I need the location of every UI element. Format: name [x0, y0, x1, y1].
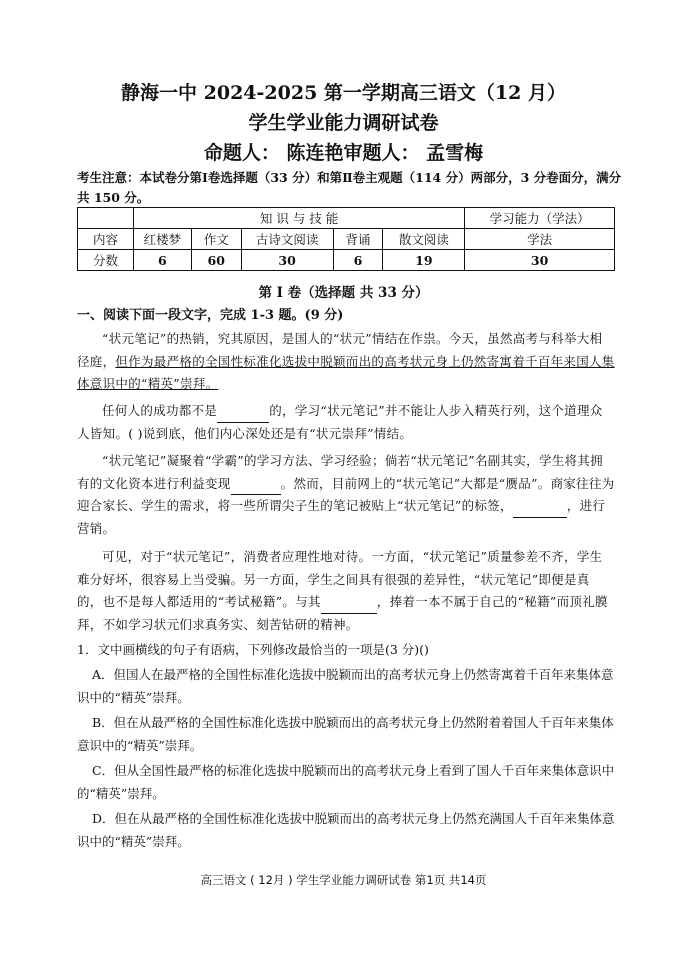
header-ability: 学习能力（学法） [465, 208, 615, 229]
underlined-sentence: 但作为最严格的全国性标准化选拔中脱颖而出的高考状元身上仍然寄寓着千百年来国人集体意识中的“精英”崇拜。 [77, 353, 615, 391]
option-a[interactable]: A．但国人在最严格的全国性标准化选拔中脱颖而出的高考状元身上仍然寄寓着千百年来集体意识中的“精英”崇拜。 [77, 667, 614, 705]
col-xuefa: 学法 [465, 229, 615, 250]
fill-blank [231, 482, 281, 496]
passage-text: “状元笔记”凝聚着“学霸”的学习方法、学习经验；倘若“状元笔记”名副其实，学生将其拥有的文化资本进行利益变现 [77, 453, 603, 491]
option-b[interactable]: B．但在从最严格的全国性标准化选拔中脱颖而出的高考状元身上仍然附着着国人千百年来集体意识中的“精英”崇拜。 [77, 715, 614, 753]
fill-blank [217, 409, 269, 423]
score-zuowen: 60 [191, 250, 241, 271]
passage-text: 可见，对于“状元笔记”，消费者应理性地对待。一方面，“状元笔记”质量参差不齐，学生难分好坏，很容易上当受骗。另一方面，学生之间具有很强的差异性，“状元笔记”即便是真的，也不是每人都适用的“考试秘籍”。与其 [77, 549, 603, 609]
exam-subtitle: 学生学业能力调研试卷 [248, 112, 439, 134]
section-title: 第 I 卷（选择题 共 33 分） [258, 285, 429, 301]
row-label-content: 内容 [78, 229, 134, 250]
passage-text: 任何人的成功都不是 [102, 403, 218, 418]
exam-authors: 命题人： 陈连艳审题人： 孟雪梅 [203, 142, 484, 164]
passage-paragraph-3 [77, 450, 615, 540]
col-beisong: 背诵 [333, 229, 383, 250]
passage-text: 。然而，目前网上的“状元笔记”大都是“赝品”。商家往往为迎合家长、学生的需求，将一些所谓尖子生的笔记被贴上“状元笔记”的标签， [77, 475, 615, 513]
question-1: 1．文中画横线的句子有语病，下列修改最恰当的一项是(3 分)() [77, 642, 429, 657]
passage-text: 的，学习“状元笔记”并不能让人步入精英行列，这个道理众人皆知。( )说到底，他们内心深处还是有“状元崇拜”情结。 [77, 403, 603, 441]
score-table-corner [78, 208, 134, 229]
exam-title: 静海一中 2024-2025 第一学期高三语文（12 月） [121, 82, 566, 104]
fill-blank [513, 504, 567, 518]
score-table [77, 207, 615, 271]
score-hongloumeng: 6 [133, 250, 191, 271]
row-label-score: 分数 [78, 250, 134, 271]
col-zuowen: 作文 [191, 229, 241, 250]
passage-text: ，捧着一本不属于自己的“秘籍”而顶礼膜拜，不如学习状元们求真务实、刻苦钻研的精神。 [77, 594, 608, 632]
option-c[interactable]: C．但从全国性最严格的标准化选拔中脱颖而出的高考状元身上看到了国人千百年来集体意识中的“精英”崇拜。 [77, 763, 615, 801]
passage-text: “状元笔记”的热销，究其原因，是国人的“状元”情结在作祟。今天，虽然高考与科举大相径庭， [77, 331, 603, 369]
page-footer: 高三语文 ( 12月 ) 学生学业能力调研试卷 第1页 共14页 [200, 873, 487, 887]
score-beisong: 6 [333, 250, 383, 271]
passage-paragraph-4 [77, 546, 615, 636]
option-d[interactable]: D．但在从最严格的全国性标准化选拔中脱颖而出的高考状元身上仍然充满国人千百年来集体意识中的“精英”崇拜。 [77, 811, 615, 849]
passage-paragraph-1 [77, 328, 615, 396]
exam-notice: 考生注意：本试卷分第Ⅰ卷选择题（33 分）和第Ⅱ卷主观题（114 分）两部分，3 分卷面分，满分共 150 分。 [77, 170, 622, 205]
col-hongloumeng: 红楼梦 [133, 229, 191, 250]
score-xuefa: 30 [465, 250, 615, 271]
passage-paragraph-2 [77, 400, 615, 445]
passage-text: ，进行营销。 [77, 498, 606, 536]
header-skills: 知 识 与 技 能 [133, 208, 464, 229]
score-gushiwen: 30 [241, 250, 333, 271]
score-sanwen: 19 [383, 250, 465, 271]
fill-blank [321, 600, 377, 614]
question-group-heading: 一、阅读下面一段文字，完成 1-3 题。(9 分) [77, 308, 344, 323]
col-sanwen: 散文阅读 [383, 229, 465, 250]
col-gushiwen: 古诗文阅读 [241, 229, 333, 250]
